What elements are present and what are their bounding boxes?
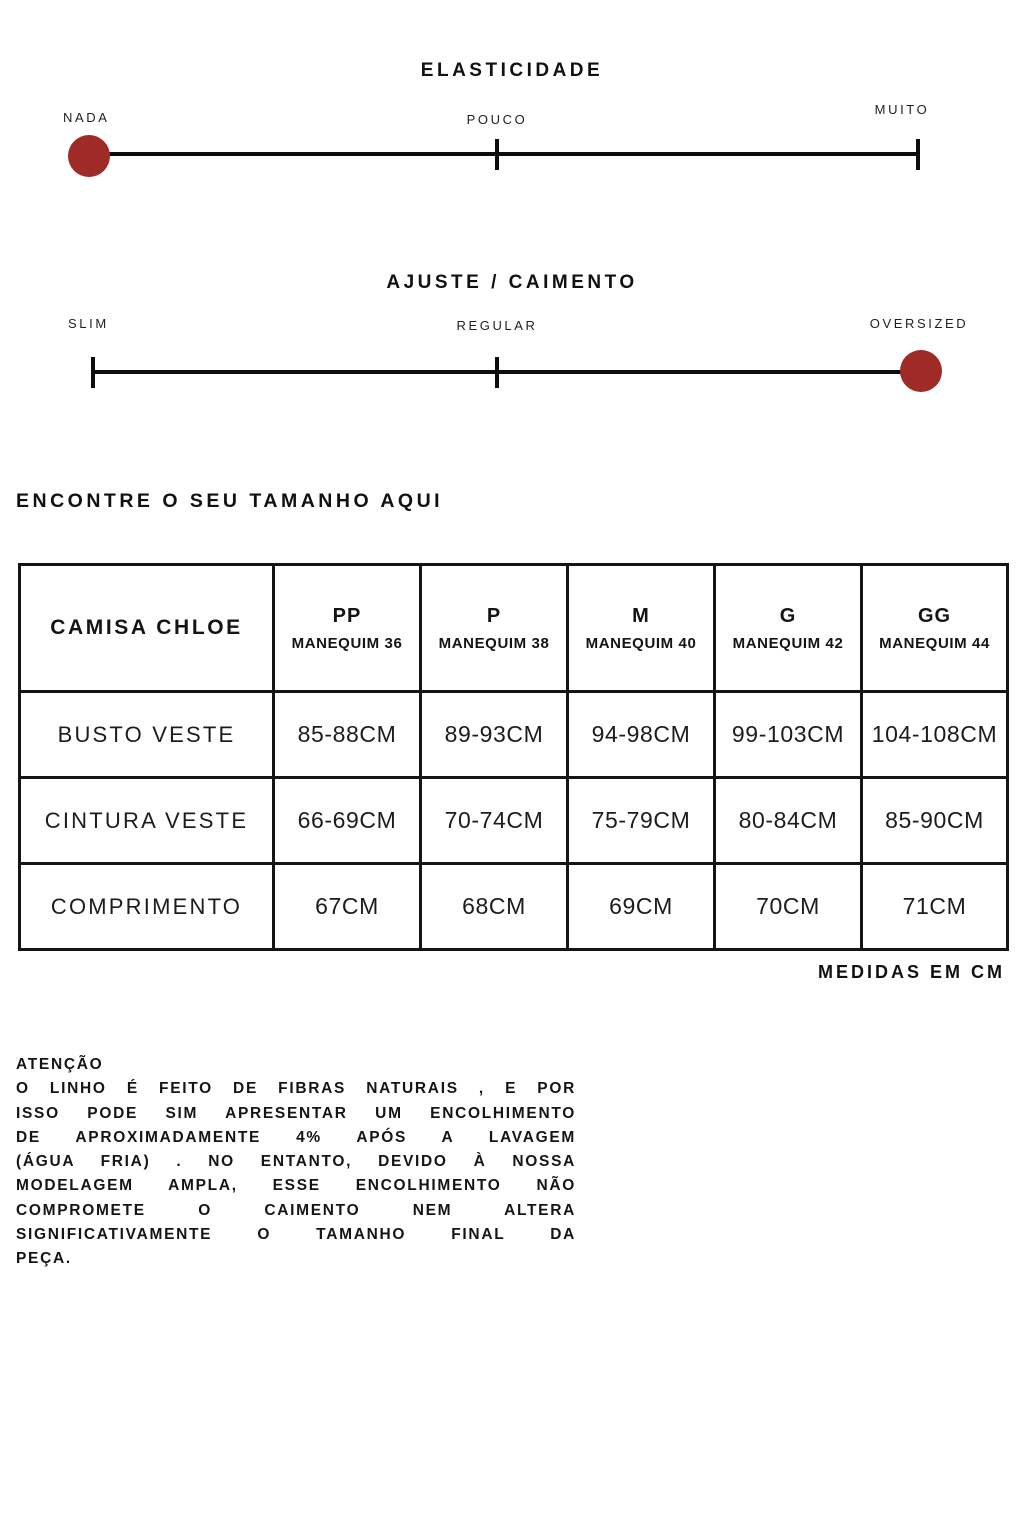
- size-column-header-p: [421, 565, 568, 692]
- measure-row-label: COMPRIMENTO: [20, 864, 274, 950]
- mannequin-label: MANEQUIM 36: [291, 634, 403, 652]
- mannequin-label: MANEQUIM 40: [585, 634, 697, 652]
- measure-cell: 80-84CM: [715, 778, 862, 864]
- length-measure-row: [20, 864, 1008, 950]
- size-column-header-pp: [274, 565, 421, 692]
- measure-cell: 71CM: [862, 864, 1008, 950]
- notice-line: DE APROXIMADAMENTE 4% APÓS A LAVAGEM: [16, 1128, 576, 1146]
- fit-label-regular: REGULAR: [456, 318, 538, 333]
- elasticity-title: ELASTICIDADE: [420, 60, 604, 81]
- measure-cell: 66-69CM: [274, 778, 421, 864]
- fit-slider-track: [93, 370, 921, 374]
- care-notice: [16, 1053, 576, 1272]
- bust-measure-row: [20, 692, 1008, 778]
- elasticity-mid-tick: [495, 139, 499, 170]
- size-column-header-m: [568, 565, 715, 692]
- notice-line: COMPROMETE O CAIMENTO NEM ALTERA: [16, 1201, 576, 1219]
- size-name: M: [632, 604, 650, 627]
- product-name-cell: CAMISA CHLOE: [20, 565, 274, 692]
- size-name: G: [779, 604, 797, 627]
- size-column-header-gg: [862, 565, 1008, 692]
- elasticity-value-dot: [68, 135, 110, 177]
- measure-cell: 70CM: [715, 864, 862, 950]
- size-table-header-row: [20, 565, 1008, 692]
- notice-line: MODELAGEM AMPLA, ESSE ENCOLHIMENTO NÃO: [16, 1177, 576, 1195]
- fit-title: AJUSTE / CAIMENTO: [386, 272, 638, 293]
- waist-measure-row: [20, 778, 1008, 864]
- size-table: [18, 563, 1009, 951]
- measures-unit-footnote: MEDIDAS EM CM: [818, 962, 1005, 982]
- size-name: P: [486, 604, 502, 627]
- size-guide-heading: ENCONTRE O SEU TAMANHO AQUI: [16, 490, 444, 512]
- measure-cell: 67CM: [274, 864, 421, 950]
- notice-line: PEÇA.: [16, 1250, 72, 1268]
- elasticity-end-tick: [916, 139, 920, 170]
- measure-cell: 85-90CM: [862, 778, 1008, 864]
- measure-cell: 94-98CM: [568, 692, 715, 778]
- measure-cell: 89-93CM: [421, 692, 568, 778]
- size-name: PP: [332, 604, 362, 627]
- notice-line: (ÁGUA FRIA) . NO ENTANTO, DEVIDO À NOSSA: [16, 1153, 576, 1171]
- measure-cell: 104-108CM: [862, 692, 1008, 778]
- fit-label-slim: SLIM: [68, 316, 109, 331]
- mannequin-label: MANEQUIM 38: [438, 634, 550, 652]
- elasticity-label-pouco: POUCO: [466, 112, 528, 127]
- fit-value-dot: [900, 350, 942, 392]
- mannequin-label: MANEQUIM 42: [732, 634, 844, 652]
- elasticity-label-nada: NADA: [63, 110, 110, 125]
- fit-label-oversized: OVERSIZED: [869, 316, 969, 331]
- measure-cell: 99-103CM: [715, 692, 862, 778]
- fit-start-tick: [91, 357, 95, 388]
- fit-mid-tick: [495, 357, 499, 388]
- measure-cell: 85-88CM: [274, 692, 421, 778]
- elasticity-label-muito: MUITO: [874, 102, 930, 117]
- notice-line: ISSO PODE SIM APRESENTAR UM ENCOLHIMENTO: [16, 1104, 576, 1122]
- notice-title: ATENÇÃO: [16, 1056, 104, 1073]
- measure-row-label: BUSTO VESTE: [20, 692, 274, 778]
- notice-line: O LINHO É FEITO DE FIBRAS NATURAIS , E POR: [16, 1080, 576, 1098]
- mannequin-label: MANEQUIM 44: [879, 634, 990, 652]
- measure-cell: 70-74CM: [421, 778, 568, 864]
- measure-cell: 69CM: [568, 864, 715, 950]
- size-name: GG: [917, 604, 952, 627]
- measure-row-label: CINTURA VESTE: [20, 778, 274, 864]
- elasticity-slider-track: [89, 152, 920, 156]
- notice-line: SIGNIFICATIVAMENTE O TAMANHO FINAL DA: [16, 1226, 576, 1244]
- measure-cell: 68CM: [421, 864, 568, 950]
- size-column-header-g: [715, 565, 862, 692]
- measure-cell: 75-79CM: [568, 778, 715, 864]
